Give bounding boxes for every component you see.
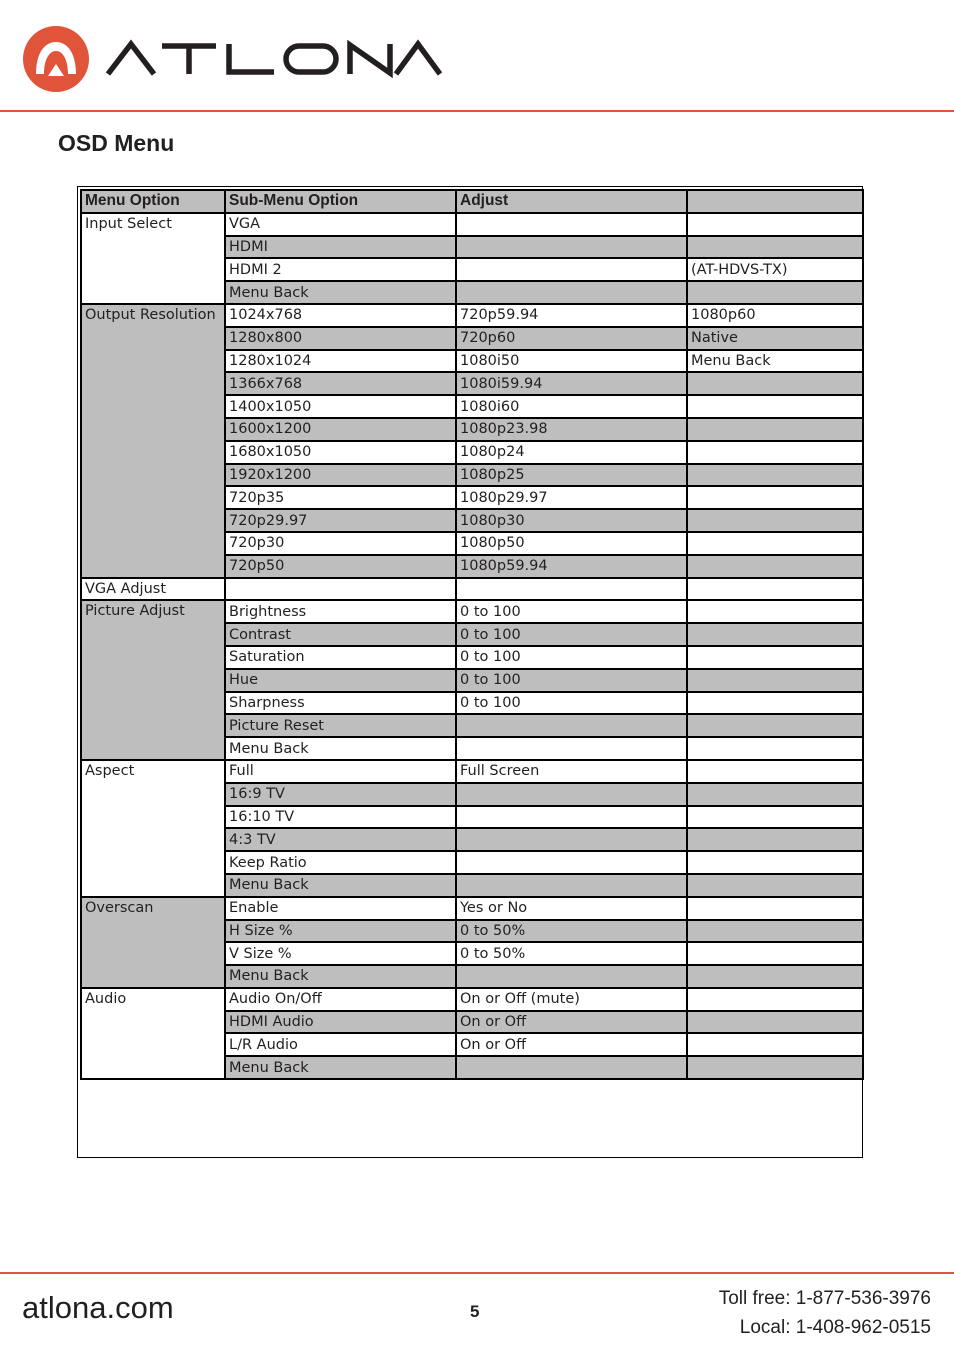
extra-cell [687,692,863,715]
adjust-cell: 1080p24 [456,441,687,464]
extra-cell [687,737,863,760]
adjust-cell: 0 to 100 [456,646,687,669]
extra-cell [687,555,863,578]
extra-cell [687,441,863,464]
adjust-cell [456,714,687,737]
atlona-logo-icon [22,24,442,96]
adjust-cell: On or Off (mute) [456,988,687,1011]
extra-cell [687,760,863,783]
table-row [81,897,863,920]
sub-menu-option-cell: HDMI Audio [225,1011,456,1034]
extra-cell: (AT-HDVS-TX) [687,258,863,281]
adjust-cell [456,737,687,760]
header-sub-menu-option: Sub-Menu Option [225,190,456,213]
table-body [81,213,863,1079]
footer-contact [719,1284,931,1342]
extra-cell: 1080p60 [687,304,863,327]
adjust-cell: 0 to 100 [456,692,687,715]
sub-menu-option-cell: Brightness [225,600,456,623]
menu-option-cell: Output Resolution [81,304,225,578]
sub-menu-option-cell: 720p30 [225,532,456,555]
sub-menu-option-cell: 1680x1050 [225,441,456,464]
adjust-cell: 720p59.94 [456,304,687,327]
adjust-cell [456,874,687,897]
sub-menu-option-cell: Sharpness [225,692,456,715]
adjust-cell [456,965,687,988]
extra-cell [687,942,863,965]
adjust-cell: 0 to 50% [456,920,687,943]
extra-cell [687,714,863,737]
table-header-row [81,190,863,213]
extra-cell [687,532,863,555]
extra-cell [687,669,863,692]
sub-menu-option-cell: 1280x800 [225,327,456,350]
adjust-cell: 720p60 [456,327,687,350]
adjust-cell [456,213,687,236]
extra-cell [687,965,863,988]
extra-cell [687,236,863,259]
sub-menu-option-cell: Saturation [225,646,456,669]
extra-cell [687,920,863,943]
adjust-cell [456,281,687,304]
sub-menu-option-cell: 1920x1200 [225,464,456,487]
menu-option-cell: VGA Adjust [81,578,225,601]
extra-cell [687,509,863,532]
adjust-cell [456,1056,687,1079]
adjust-cell: 0 to 50% [456,942,687,965]
adjust-cell: 0 to 100 [456,669,687,692]
sub-menu-option-cell: Keep Ratio [225,851,456,874]
adjust-cell: 0 to 100 [456,623,687,646]
sub-menu-option-cell: HDMI 2 [225,258,456,281]
sub-menu-option-cell: Picture Reset [225,714,456,737]
footer-website: atlona.com [22,1290,174,1325]
sub-menu-option-cell: Full [225,760,456,783]
extra-cell [687,213,863,236]
adjust-cell [456,806,687,829]
adjust-cell [456,236,687,259]
adjust-cell [456,783,687,806]
sub-menu-option-cell: H Size % [225,920,456,943]
extra-cell [687,783,863,806]
logo-wordmark [108,44,440,74]
sub-menu-option-cell: Enable [225,897,456,920]
sub-menu-option-cell: 1600x1200 [225,418,456,441]
adjust-cell: 1080p50 [456,532,687,555]
adjust-cell: 1080p30 [456,509,687,532]
menu-option-cell: Aspect [81,760,225,897]
page-number: 5 [470,1302,480,1321]
table-row [81,304,863,327]
sub-menu-option-cell: VGA [225,213,456,236]
menu-option-cell: Input Select [81,213,225,304]
extra-cell [687,1033,863,1056]
sub-menu-option-cell: 4:3 TV [225,828,456,851]
extra-cell [687,828,863,851]
footer-divider [0,1272,954,1274]
extra-cell [687,806,863,829]
table-row [81,600,863,623]
adjust-cell: 0 to 100 [456,600,687,623]
table-row [81,213,863,236]
menu-option-cell: Overscan [81,897,225,988]
sub-menu-option-cell: Menu Back [225,281,456,304]
table-row [81,578,863,601]
sub-menu-option-cell: 16:9 TV [225,783,456,806]
adjust-cell [456,578,687,601]
adjust-cell: 1080i60 [456,395,687,418]
sub-menu-option-cell: Contrast [225,623,456,646]
sub-menu-option-cell: 720p35 [225,486,456,509]
adjust-cell: 1080p29.97 [456,486,687,509]
adjust-cell: On or Off [456,1033,687,1056]
extra-cell [687,897,863,920]
extra-cell [687,418,863,441]
extra-cell [687,1056,863,1079]
sub-menu-option-cell: Audio On/Off [225,988,456,1011]
sub-menu-option-cell: Menu Back [225,965,456,988]
adjust-cell: 1080p23.98 [456,418,687,441]
adjust-cell: 1080i59.94 [456,372,687,395]
adjust-cell: 1080i50 [456,350,687,373]
extra-cell [687,464,863,487]
sub-menu-option-cell: 1400x1050 [225,395,456,418]
extra-cell [687,851,863,874]
extra-cell [687,988,863,1011]
sub-menu-option-cell: V Size % [225,942,456,965]
adjust-cell [456,258,687,281]
sub-menu-option-cell: L/R Audio [225,1033,456,1056]
sub-menu-option-cell: 16:10 TV [225,806,456,829]
adjust-cell: Full Screen [456,760,687,783]
header-divider [0,110,954,112]
osd-menu-table [80,189,864,1080]
extra-cell: Menu Back [687,350,863,373]
sub-menu-option-cell: 1280x1024 [225,350,456,373]
sub-menu-option-cell: Menu Back [225,737,456,760]
extra-cell: Native [687,327,863,350]
sub-menu-option-cell: 1366x768 [225,372,456,395]
header-extra [687,190,863,213]
extra-cell [687,395,863,418]
extra-cell [687,486,863,509]
logo-mark [23,26,89,92]
extra-cell [687,646,863,669]
adjust-cell: Yes or No [456,897,687,920]
extra-cell [687,600,863,623]
sub-menu-option-cell: Hue [225,669,456,692]
header-adjust: Adjust [456,190,687,213]
adjust-cell: 1080p59.94 [456,555,687,578]
extra-cell [687,623,863,646]
adjust-cell: 1080p25 [456,464,687,487]
sub-menu-option-cell: 1024x768 [225,304,456,327]
sub-menu-option-cell: Menu Back [225,1056,456,1079]
local-phone: Local: 1-408-962-0515 [739,1317,931,1338]
menu-option-cell: Picture Adjust [81,600,225,760]
menu-option-cell: Audio [81,988,225,1079]
sub-menu-option-cell [225,578,456,601]
sub-menu-option-cell: Menu Back [225,874,456,897]
sub-menu-option-cell: 720p29.97 [225,509,456,532]
sub-menu-option-cell: 720p50 [225,555,456,578]
extra-cell [687,372,863,395]
adjust-cell: On or Off [456,1011,687,1034]
extra-cell [687,874,863,897]
adjust-cell [456,828,687,851]
extra-cell [687,281,863,304]
page-title: OSD Menu [58,130,175,156]
toll-free-phone: Toll free: 1-877-536-3976 [718,1288,931,1309]
sub-menu-option-cell: HDMI [225,236,456,259]
extra-cell [687,578,863,601]
extra-cell [687,1011,863,1034]
header-menu-option: Menu Option [81,190,225,213]
table-row [81,988,863,1011]
table-row [81,760,863,783]
adjust-cell [456,851,687,874]
